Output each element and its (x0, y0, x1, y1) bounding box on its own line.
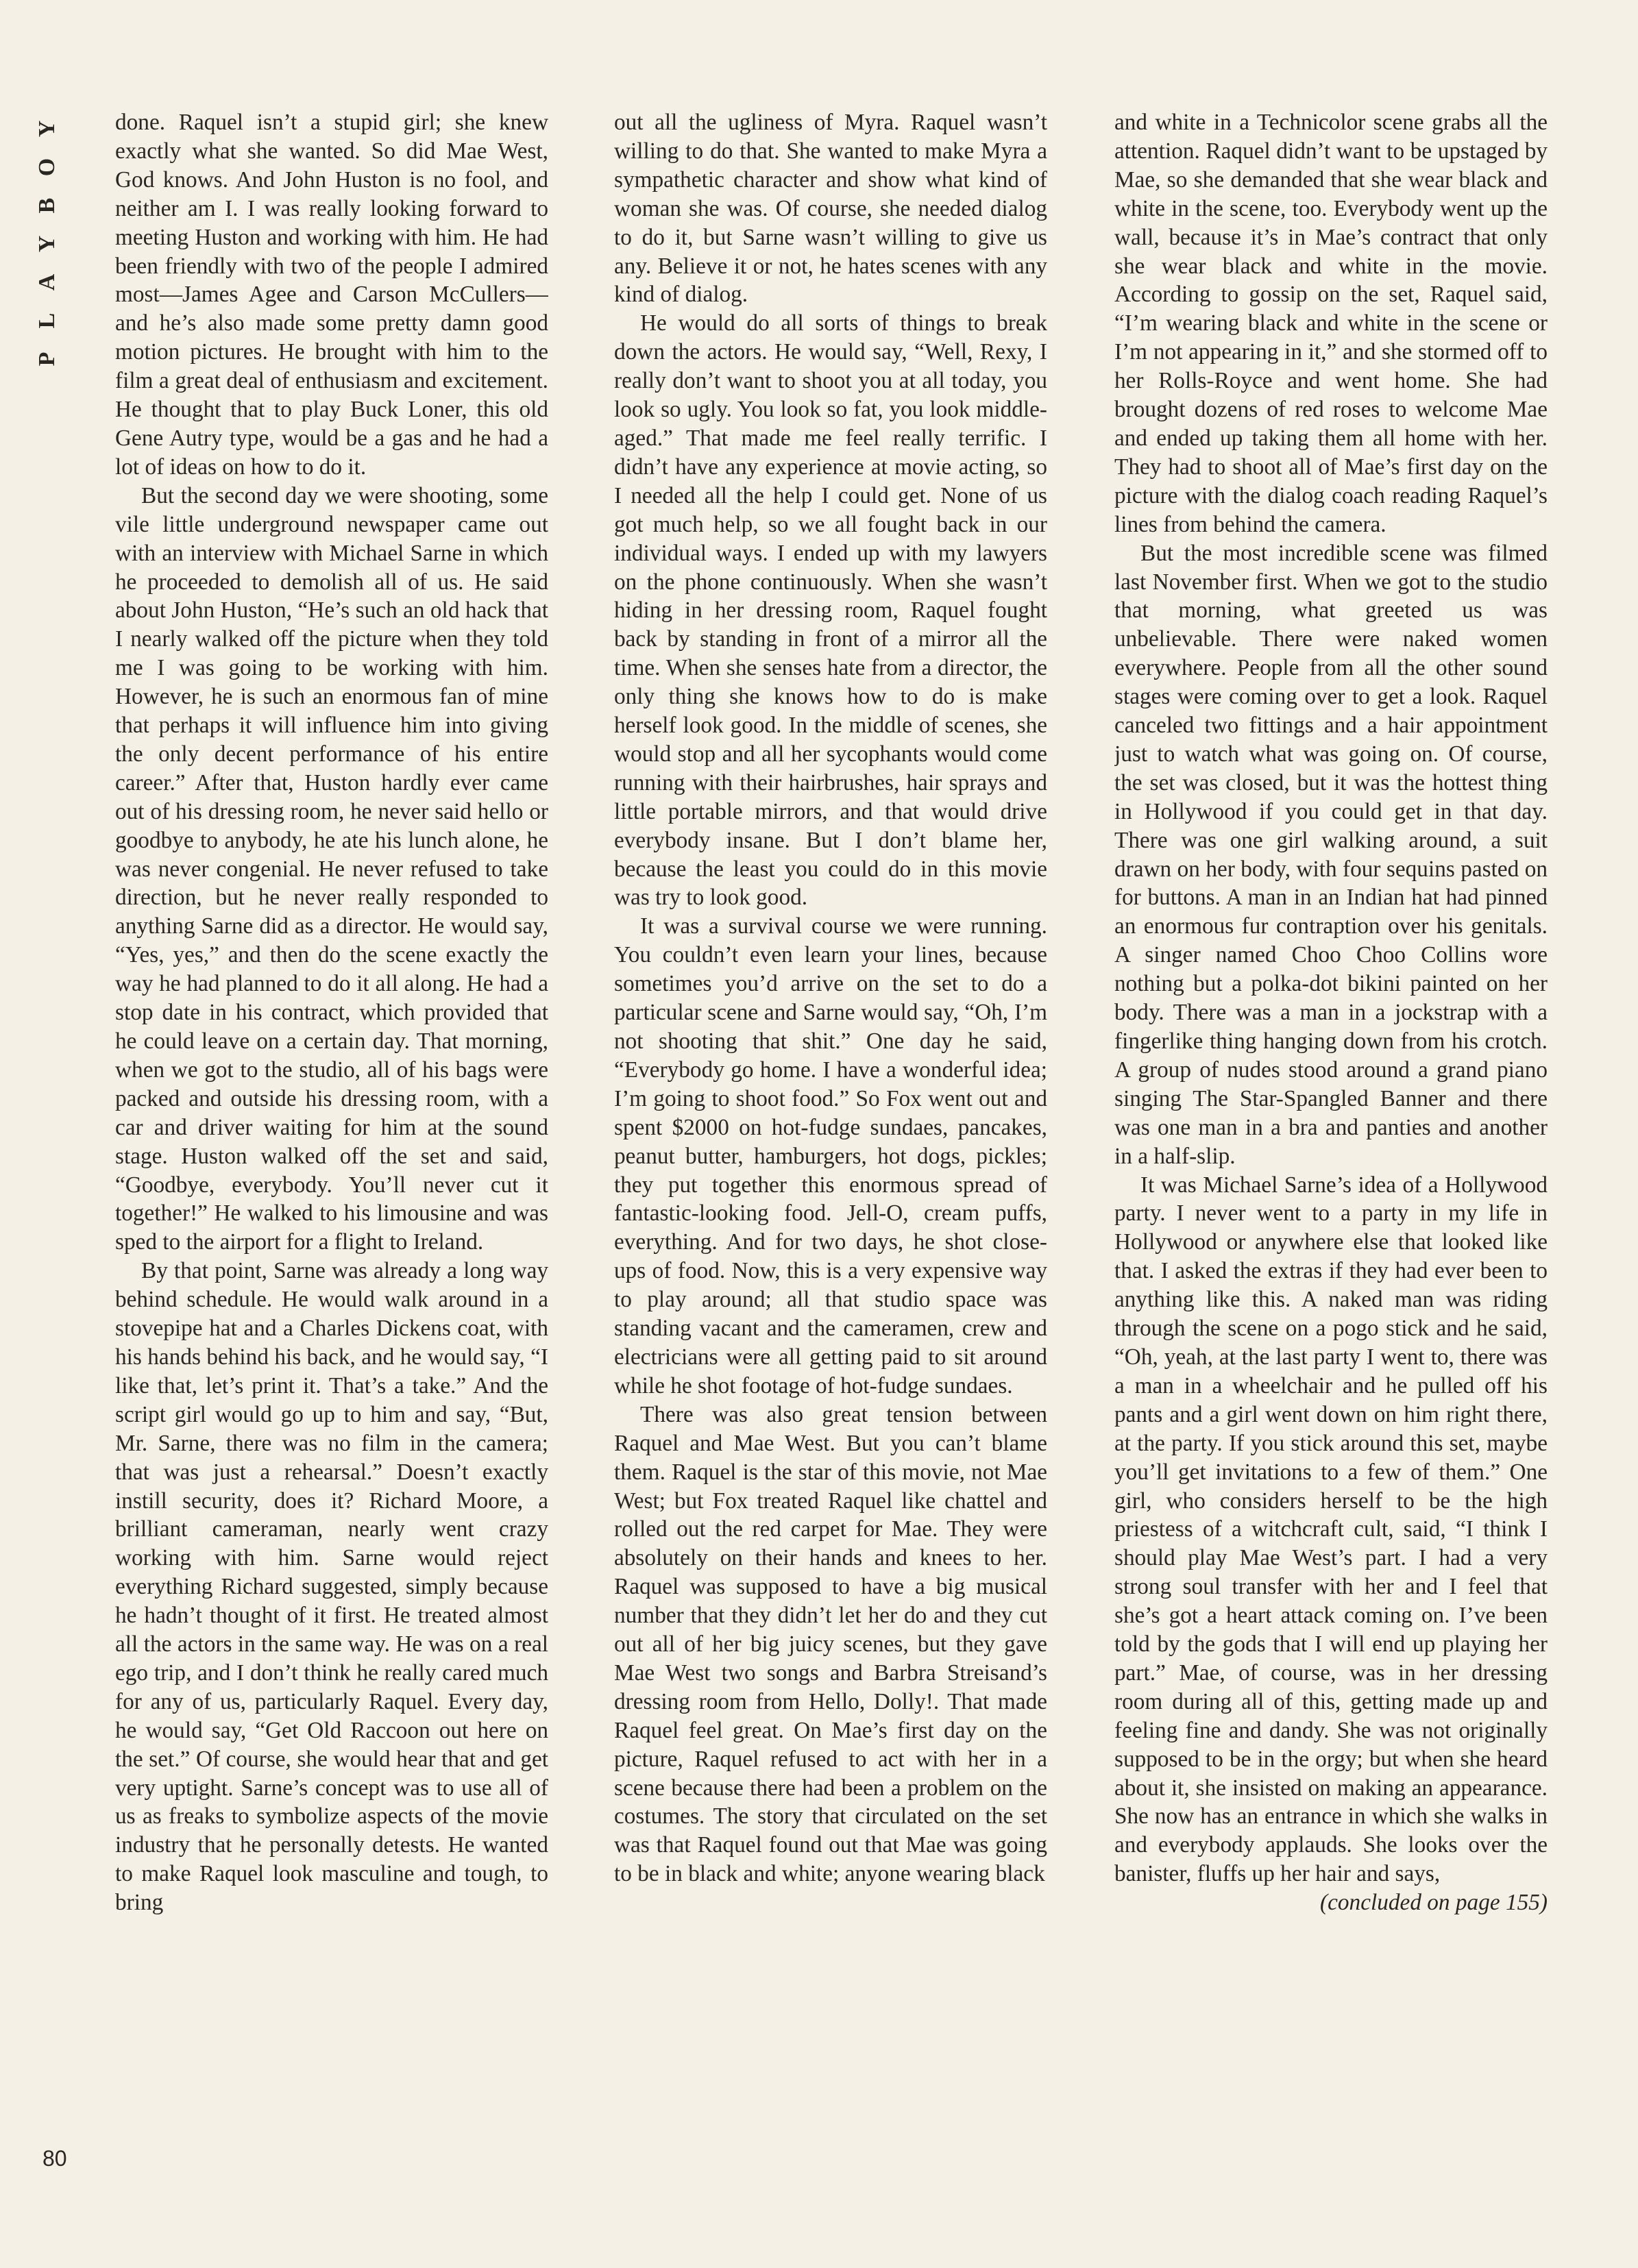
paragraph: But the second day we were shooting, some vile little underground newspaper came out with an interview with Michael Sarne in which he proceeded to demolish all of us. He said about John Huston, “He’s such an old hack that I nearly walked off the picture when they told me I was going to be working with him. However, he is such an enormous fan of mine that perhaps it will influence him into giving the only decent performance of his entire career.” After that, Huston hardly ever came out of his dressing room, he never said hello or goodbye to anybody, he ate his lunch alone, he was never congenial. He never refused to take direction, but he never really responded to anything Sarne did as a director. He would say, “Yes, yes,” and then do the scene exactly the way he had planned to do it all along. He had a stop date in his contract, which provided that he could leave on a certain day. That morning, when we got to the studio, all of his bags were packed and outside his dressing room, with a car and driver waiting for him at the sound stage. Huston walked off the set and said, “Goodbye, everybody. You’ll never cut it together!” He walked to his limousine and was sped to the airport for a flight to Ireland. (115, 482, 548, 1255)
paragraph: There was also great tension between Raquel and Mae West. But you can’t blame them. Raquel is the star of this movie, not Mae West; but Fox treated Raquel like chattel and rolled out the red carpet for Mae. They were absolutely on their hands and knees to her. Raquel was supposed to have a big musical number that they didn’t let her do and they cut out all of her big juicy scenes, but they gave Mae West two songs and Barbra Streisand’s dressing room from Hello, Dolly!. That made Raquel feel great. On Mae’s first day on the picture, Raquel refused to act with her in a scene because there had been a problem on the costumes. The story that circulated on the set was that Raquel found out that Mae was going to be in black and white; anyone wearing black (614, 1401, 1047, 1887)
paragraph: But the most incredible scene was filmed last November first. When we got to the studio that morning, what greeted us was unbelievable. There were naked women everywhere. People from all the other sound stages were coming over to get a look. Raquel canceled two fittings and a hair appointment just to watch what was going on. Of course, the set was closed, but it was the hottest thing in Hollywood if you could get in that day. There was one girl walking around, a suit drawn on her body, with four sequins pasted on for buttons. A man in an Indian hat had pinned an enormous fur contraption over his genitals. A singer named Choo Choo Collins wore nothing but a polka-dot bikini painted on her body. There was a man in a jockstrap with a fingerlike thing hanging down from his crotch. A group of nudes stood around a grand piano singing The Star-Spangled Banner and there was one man in a bra and panties and another in a half-slip. (1114, 540, 1548, 1169)
masthead-vertical (36, 110, 59, 378)
masthead-letter: B (34, 197, 60, 214)
continuation-note: (concluded on page 155) (1320, 1890, 1548, 1916)
page-number: 80 (42, 2146, 67, 2171)
masthead-letter: P (34, 352, 60, 367)
text-column-3 (1114, 108, 1548, 2191)
paragraph: and white in a Technicolor scene grabs all the attention. Raquel didn’t want to be upstaged by Mae, so she demanded that she wear black and white in the scene, too. Everybody went up the wall, because it’s in Mae’s contract that only she wear black and white in the movie. According to gossip on the set, Raquel said, “I’m wearing black and white in the scene or I’m not appearing in it,” and she stormed off to her Rolls-Royce and went home. She had brought dozens of red roses to welcome Mae and ended up taking them all home with her. They had to shoot all of Mae’s first day on the picture with the dialog coach reading Raquel’s lines from behind the camera. (1114, 110, 1548, 537)
text-column-1 (115, 108, 548, 2191)
paragraph: By that point, Sarne was already a long way behind schedule. He would walk around in a stovepipe hat and a Charles Dickens coat, with his hands behind his back, and he would say, “I like that, let’s print it. That’s a take.” And the script girl would go up to him and say, “But, Mr. Sarne, there was no film in the camera; that was just a rehearsal.” Doesn’t exactly instill security, does it? Richard Moore, a brilliant cameraman, nearly went crazy working with him. Sarne would reject everything Richard suggested, simply because he hadn’t thought of it first. He treated almost all the actors in the same way. He was on a real ego trip, and I don’t think he really cared much for any of us, particularly Raquel. Every day, he would say, “Get Old Raccoon out here on the set.” Of course, she would hear that and get very uptight. Sarne’s concept was to use all of us as freaks to symbolize aspects of the movie industry that he personally detests. He wanted to make Raquel look masculine and tough, to bring (115, 1258, 548, 1916)
masthead-letter: L (34, 312, 60, 329)
masthead-letter: Y (34, 120, 60, 138)
text-column-2 (614, 108, 1047, 2191)
paragraph: He would do all sorts of things to break down the actors. He would say, “Well, Rexy, I really don’t want to shoot you at all today, you look so ugly. You look so fat, you look middle-aged.” That made me feel really terrific. I didn’t have any experience at movie acting, so I needed all the help I could get. None of us got much help, so we all fought back in our individual ways. I ended up with my lawyers on the phone continuously. When she wasn’t hiding in her dressing room, Raquel fought back by standing in front of a mirror all the time. When she senses hate from a director, the only thing she knows how to do is make herself look good. In the middle of scenes, she would stop and all her sycophants would come running with their hairbrushes, hair sprays and little portable mirrors, and that would drive everybody insane. But I don’t blame her, because the least you could do in this movie was try to look good. (614, 310, 1047, 911)
masthead-letter: A (34, 273, 60, 291)
masthead-letter: Y (34, 235, 60, 253)
paragraph: done. Raquel isn’t a stupid girl; she knew exactly what she wanted. So did Mae West, God knows. And John Huston is no fool, and neither am I. I was really looking forward to meeting Huston and working with him. He had been friendly with two of the people I admired most—James Agee and Carson McCullers—and he’s also made some pretty damn good motion pictures. He brought with him to the film a great deal of enthusiasm and excitement. He thought that to play Buck Loner, this old Gene Autry type, would be a gas and he had a lot of ideas on how to do it. (115, 110, 548, 480)
masthead-letter: O (34, 158, 60, 177)
paragraph: It was a survival course we were running. You couldn’t even learn your lines, because sometimes you’d arrive on the set to do a particular scene and Sarne would say, “Oh, I’m not shooting that shit.” One day he said, “Everybody go home. I have a wonderful idea; I’m going to shoot food.” So Fox went out and spent $2000 on hot-fudge sundaes, pancakes, peanut butter, hamburgers, hot dogs, pickles; they put together this enormous spread of fantastic-looking food. Jell-O, cream puffs, everything. And for two days, he shot close-ups of food. Now, this is a very expensive way to play around; all that studio space was standing vacant and the cameramen, crew and electricians were all getting paid to sit around while he shot footage of hot-fudge sundaes. (614, 913, 1047, 1398)
paragraph: out all the ugliness of Myra. Raquel wasn’t willing to do that. She wanted to make Myra a sympathetic character and show what kind of woman she was. Of course, she needed dialog to do it, but Sarne wasn’t willing to give us any. Believe it or not, he hates scenes with any kind of dialog. (614, 110, 1047, 308)
paragraph: It was Michael Sarne’s idea of a Hollywood party. I never went to a party in my life in Hollywood or anywhere else that looked like that. I asked the extras if they had ever been to anything like this. A naked man was riding through the scene on a pogo stick and he said, “Oh, yeah, at the last party I went to, there was a man in a wheelchair and he pulled off his pants and a girl went down on him right there, at the party. If you stick around this set, maybe you’ll get invitations to a few of them.” One girl, who considers herself to be the high priestess of a witchcraft cult, said, “I think I should play Mae West’s part. I had a very strong soul transfer with her and I feel that she’s got a heart attack coming on. I’ve been told by the gods that I will end up playing her part.” Mae, of course, was in her dressing room during all of this, getting made up and feeling fine and dandy. She was not originally supposed to be in the orgy; but when she heard about it, she insisted on making an appearance. She now has an entrance in which she walks in and everybody applauds. She looks over the banister, fluffs up her hair and says, (1114, 1172, 1548, 1887)
